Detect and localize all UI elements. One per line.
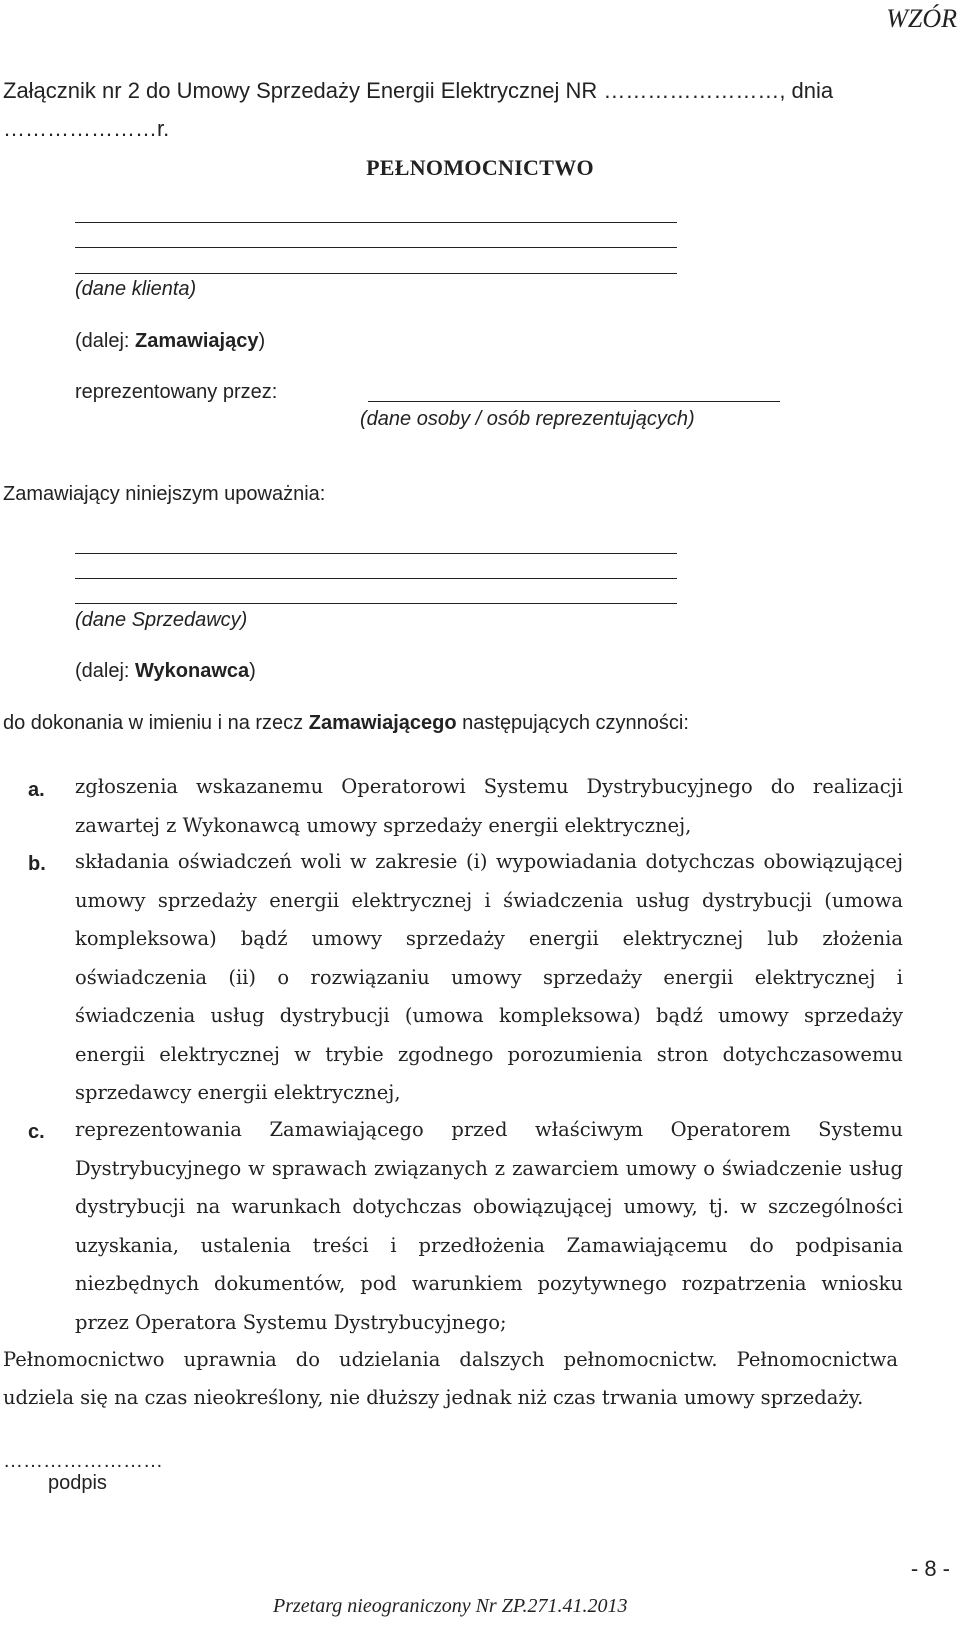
client-data-caption: (dane klienta) xyxy=(75,278,197,300)
client-alias-name: Zamawiający xyxy=(135,330,259,352)
seller-data-line-1 xyxy=(75,553,677,554)
signature-label: podpis xyxy=(48,1472,107,1494)
document-title: PEŁNOMOCNICTWO xyxy=(366,155,594,180)
list-marker-b: b. xyxy=(28,853,46,875)
closing-paragraph: Pełnomocnictwo uprawnia do udzielania dalszych pełnomocnictw. Pełnomocnictwa udziela się na czas nieokreślony, nie dłuższy jednak niż czas trwania umowy sprzedaży. xyxy=(3,1348,898,1409)
signature-dots: …………………… xyxy=(3,1450,163,1472)
page-number: - 8 - xyxy=(910,1556,950,1581)
list-marker-a: a. xyxy=(28,779,45,801)
representatives-caption: (dane osoby / osób reprezentujących) xyxy=(360,408,695,430)
list-item-b: składania oświadczeń woli w zakresie (i) wypowiadania dotychczas obowiązującej umowy sprzedaży energii elektrycznej i świadczenia usług dystrybucji (umowa kompleksowa) bądź umowy sprzedaży energii elektrycznej lub złożenia oświadczenia (ii) o rozwiązaniu umowy sprzedaży energii elektrycznej i świadczenia usług dystrybucji (umowa kompleksowa) bądź umowy sprzedaży energii elektrycznej w trybie zgodnego porozumienia stron dotychczasowemu sprzedawcy energii elektrycznej, xyxy=(75,850,903,1104)
client-data-line-3 xyxy=(75,273,677,274)
seller-data-line-2 xyxy=(75,578,677,579)
representatives-line xyxy=(368,401,780,402)
list-item-c: reprezentowania Zamawiającego przed właściwym Operatorem Systemu Dystrybucyjnego w sprawach związanych z zawarciem umowy o świadczenie usług dystrybucji na warunkach dotychczas obowiązującej umowy, tj. w szczególności uzyskania, ustalenia treści i przedłożenia Zamawiającemu do podpisania niezbędnych dokumentów, pod warunkiem pozytywnego rozpatrzenia wniosku przez Operatora Systemu Dystrybucyjnego; xyxy=(75,1118,903,1334)
actions-intro-prefix: do dokonania w imieniu i na rzecz xyxy=(3,712,309,734)
list-item-a: zgłoszenia wskazanemu Operatorowi Systemu Dystrybucyjnego do realizacji zawartej z Wykonawcą umowy sprzedaży energii elektrycznej, xyxy=(75,775,903,837)
list-marker-c: c. xyxy=(28,1121,45,1143)
template-watermark-label: WZÓR xyxy=(886,4,957,33)
client-alias-prefix: (dalej: xyxy=(75,330,136,352)
client-alias-suffix: ) xyxy=(258,330,266,352)
seller-data-line-3 xyxy=(75,603,677,604)
actions-intro-bold: Zamawiającego xyxy=(308,712,457,734)
seller-alias-name: Wykonawca xyxy=(135,660,250,682)
seller-alias xyxy=(75,660,256,683)
seller-data-caption: (dane Sprzedawcy) xyxy=(75,609,248,631)
actions-intro xyxy=(3,712,689,735)
annex-header: Załącznik nr 2 do Umowy Sprzedaży Energii Elektrycznej NR ……………………, dnia …………………r. xyxy=(3,78,834,141)
seller-alias-suffix: ) xyxy=(249,660,256,682)
page-footer: Przetarg nieograniczony Nr ZP.271.41.2013 xyxy=(273,1595,628,1617)
client-data-line-1 xyxy=(75,222,677,223)
represented-by-label: reprezentowany przez: xyxy=(75,381,278,403)
seller-alias-prefix: (dalej: xyxy=(75,660,136,682)
client-data-line-2 xyxy=(75,247,677,248)
authorizes-statement: Zamawiający niniejszym upoważnia: xyxy=(3,483,326,505)
actions-intro-suffix: następujących czynności: xyxy=(456,712,689,734)
client-alias xyxy=(75,330,265,353)
